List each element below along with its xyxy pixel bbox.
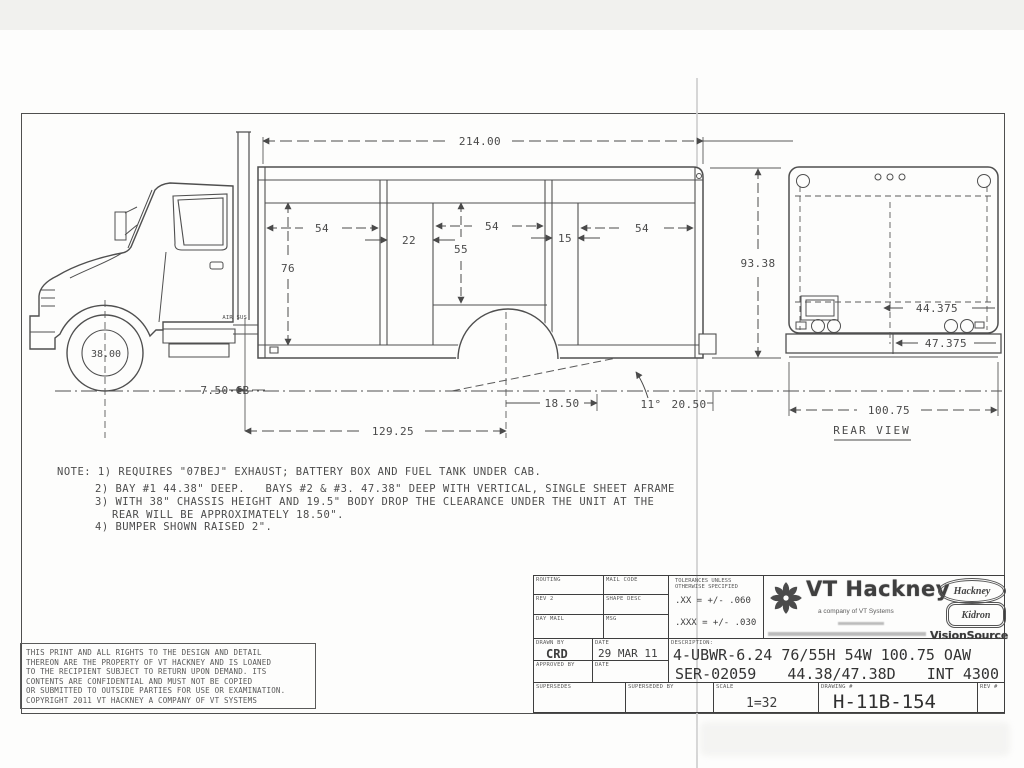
- msg-cell: [603, 614, 669, 639]
- disclaimer-line: TO THE RECIPIENT SUBJECT TO RETURN UPON DEMAND. ITS: [26, 667, 267, 677]
- approved-by-label: APPROVED BY: [536, 662, 575, 668]
- note-line: 2) BAY #1 44.38" DEEP. BAYS #2 & #3. 47.38" DEEP WITH VERTICAL, SINGLE SHEET AFRAME: [95, 483, 675, 495]
- brand-text: VT Hackney: [806, 577, 950, 601]
- disclaimer-line: COPYRIGHT 2011 VT HACKNEY A COMPANY OF VT SYSTEMS: [26, 695, 258, 705]
- cab-outline: [30, 183, 233, 349]
- approved-by-cell: [533, 660, 593, 683]
- description-line1: 4-UBWR-6.24 76/55H 54W 100.75 OAW: [673, 646, 972, 664]
- rev-label: REV 2: [536, 596, 554, 602]
- disclaimer-line: THIS PRINT AND ALL RIGHTS TO THE DESIGN AND DETAIL: [26, 648, 262, 657]
- microtext-locations: [768, 632, 926, 636]
- dim-body-height: [740, 169, 775, 357]
- tolerances-header-2: OTHERWISE SPECIFIED: [675, 584, 738, 590]
- dim-gap-width-label: 22: [401, 234, 417, 247]
- drawing-number-label: DRAWING #: [821, 684, 853, 690]
- drawn-by-label: DRAWN BY: [536, 640, 565, 646]
- tolerances-header-1: TOLERANCES UNLESS: [675, 578, 732, 584]
- superseded-by-label: SUPERSEDED BY: [628, 684, 674, 690]
- supersedes-label: SUPERSEDES: [536, 684, 572, 690]
- scale-value: 1=32: [746, 696, 778, 711]
- description-cell: [668, 638, 1005, 683]
- rev-cell: [533, 594, 604, 615]
- dim-cab-to-axle-label: 129.25: [371, 425, 415, 438]
- disclaimer-line: OR SUBMITTED TO OUTSIDE PARTIES FOR USE OR EXAMINATION.: [26, 686, 286, 696]
- dim-bay1-height-label: 76: [280, 262, 296, 275]
- scale-cell: [713, 682, 819, 713]
- dim-bay1-width-label: 54: [314, 222, 330, 235]
- tolerance-xxx: .XXX = +/- .030: [675, 618, 757, 628]
- mail-code-cell: [603, 575, 669, 595]
- dim-departure-angle-label: 11°: [640, 398, 662, 411]
- dim-over-wheel-bay-label: 54: [484, 220, 500, 233]
- dim-body-height-label: 93.38: [740, 257, 776, 270]
- date-cell: [592, 638, 669, 661]
- date-label: DATE: [595, 640, 610, 646]
- dim-overall-length-label: 214.00: [458, 135, 502, 148]
- dim-shelf-height-label: 55: [453, 243, 469, 256]
- description-label: DESCRIPTION:: [671, 640, 714, 646]
- brand-tagline: a company of VT Systems: [818, 608, 894, 615]
- badge-kidron: [946, 602, 1006, 628]
- mail-code-label: MAIL CODE: [606, 577, 638, 583]
- step-boxes: [163, 325, 258, 357]
- description-line2: [675, 665, 999, 683]
- dim-cab-to-body-label: 7.50 CB: [200, 384, 250, 397]
- dim-rear-overhang-label: 20.50: [671, 398, 707, 411]
- note-line: REAR WILL BE APPROXIMATELY 18.50".: [112, 509, 344, 521]
- dim-cab-to-axle: [245, 425, 506, 438]
- visionsource-text: VisionSource: [930, 629, 1009, 642]
- disclaimer-line: THEREON ARE THE PROPERTY OF VT HACKNEY AND IS LOANED: [26, 657, 272, 667]
- dim-overall-width: [789, 362, 998, 417]
- badge-hackney: [938, 578, 1006, 604]
- scale-label: SCALE: [716, 684, 734, 690]
- dim-rear-clearance-label: 18.50: [544, 397, 580, 410]
- dim-divider-width-label: 15: [557, 232, 573, 245]
- note-line: 4) BUMPER SHOWN RAISED 2".: [95, 521, 273, 533]
- drawn-by-value: CRD: [546, 647, 568, 661]
- msg-label: MSG: [606, 616, 617, 622]
- day-mail-label: DAY MAIL: [536, 616, 565, 622]
- dim-bay1-depth-label: 44.375: [915, 302, 959, 315]
- microtext-phone: [838, 622, 884, 625]
- bay-depths: 44.38/47.38D: [787, 665, 896, 683]
- shape-desc-cell: [603, 594, 669, 615]
- dim-bay3-width-label: 54: [634, 222, 650, 235]
- body-side-view: [258, 167, 716, 360]
- dim-overall-length: [263, 135, 703, 148]
- rev-no-label: REV #: [980, 684, 998, 690]
- dim-wheel-diameter: 38.00: [90, 349, 122, 360]
- pinwheel-logo-icon: [767, 579, 805, 617]
- air-suspension-label: AIR SUS: [222, 315, 247, 321]
- drawn-by-cell: [533, 638, 593, 661]
- badge-hackney-label: Hackney: [953, 585, 991, 597]
- chassis-model: INT 4300: [926, 665, 999, 683]
- approved-date-cell: [592, 660, 669, 683]
- tolerances-cell: [668, 575, 764, 639]
- note-line: 3) WITH 38" CHASSIS HEIGHT AND 19.5" BODY DROP THE CLEARANCE UNDER THE UNIT AT THE: [95, 496, 655, 508]
- date-value: 29 MAR 11: [598, 647, 658, 660]
- approved-date-label: DATE: [595, 662, 610, 668]
- rev-no-cell: [977, 682, 1005, 713]
- dim-bay23-depth-label: 47.375: [924, 337, 968, 350]
- disclaimer-box: [20, 643, 316, 709]
- day-mail-cell: [533, 614, 604, 639]
- shape-desc-label: SHAPE DESC: [606, 596, 642, 602]
- exhaust-stack: [236, 132, 251, 320]
- serial-number: SER-02059: [675, 665, 757, 683]
- disclaimer-line: CONTENTS ARE CONFIDENTIAL AND MUST NOT BE COPIED: [26, 676, 253, 686]
- supersedes-cell: [533, 682, 626, 713]
- rear-view-caption: REAR VIEW: [833, 424, 911, 437]
- superseded-by-cell: [625, 682, 714, 713]
- routing-label: ROUTING: [536, 577, 561, 583]
- rear-view: [786, 167, 1001, 440]
- badge-kidron-label: Kidron: [961, 609, 991, 621]
- dim-overall-width-label: 100.75: [867, 404, 911, 417]
- routing-cell: [533, 575, 604, 595]
- tolerance-xx: .XX = +/- .060: [675, 596, 751, 606]
- drawing-number-value: H-11B-154: [833, 691, 936, 713]
- dim-departure-angle: [636, 372, 707, 411]
- dim-rear-clearance: [506, 397, 597, 410]
- note-line: NOTE: 1) REQUIRES "07BEJ" EXHAUST; BATTERY BOX AND FUEL TANK UNDER CAB.: [57, 466, 542, 478]
- drawing-number-cell: [818, 682, 978, 713]
- rear-bumper-box: [699, 334, 716, 354]
- dim-cab-to-body: [200, 384, 249, 397]
